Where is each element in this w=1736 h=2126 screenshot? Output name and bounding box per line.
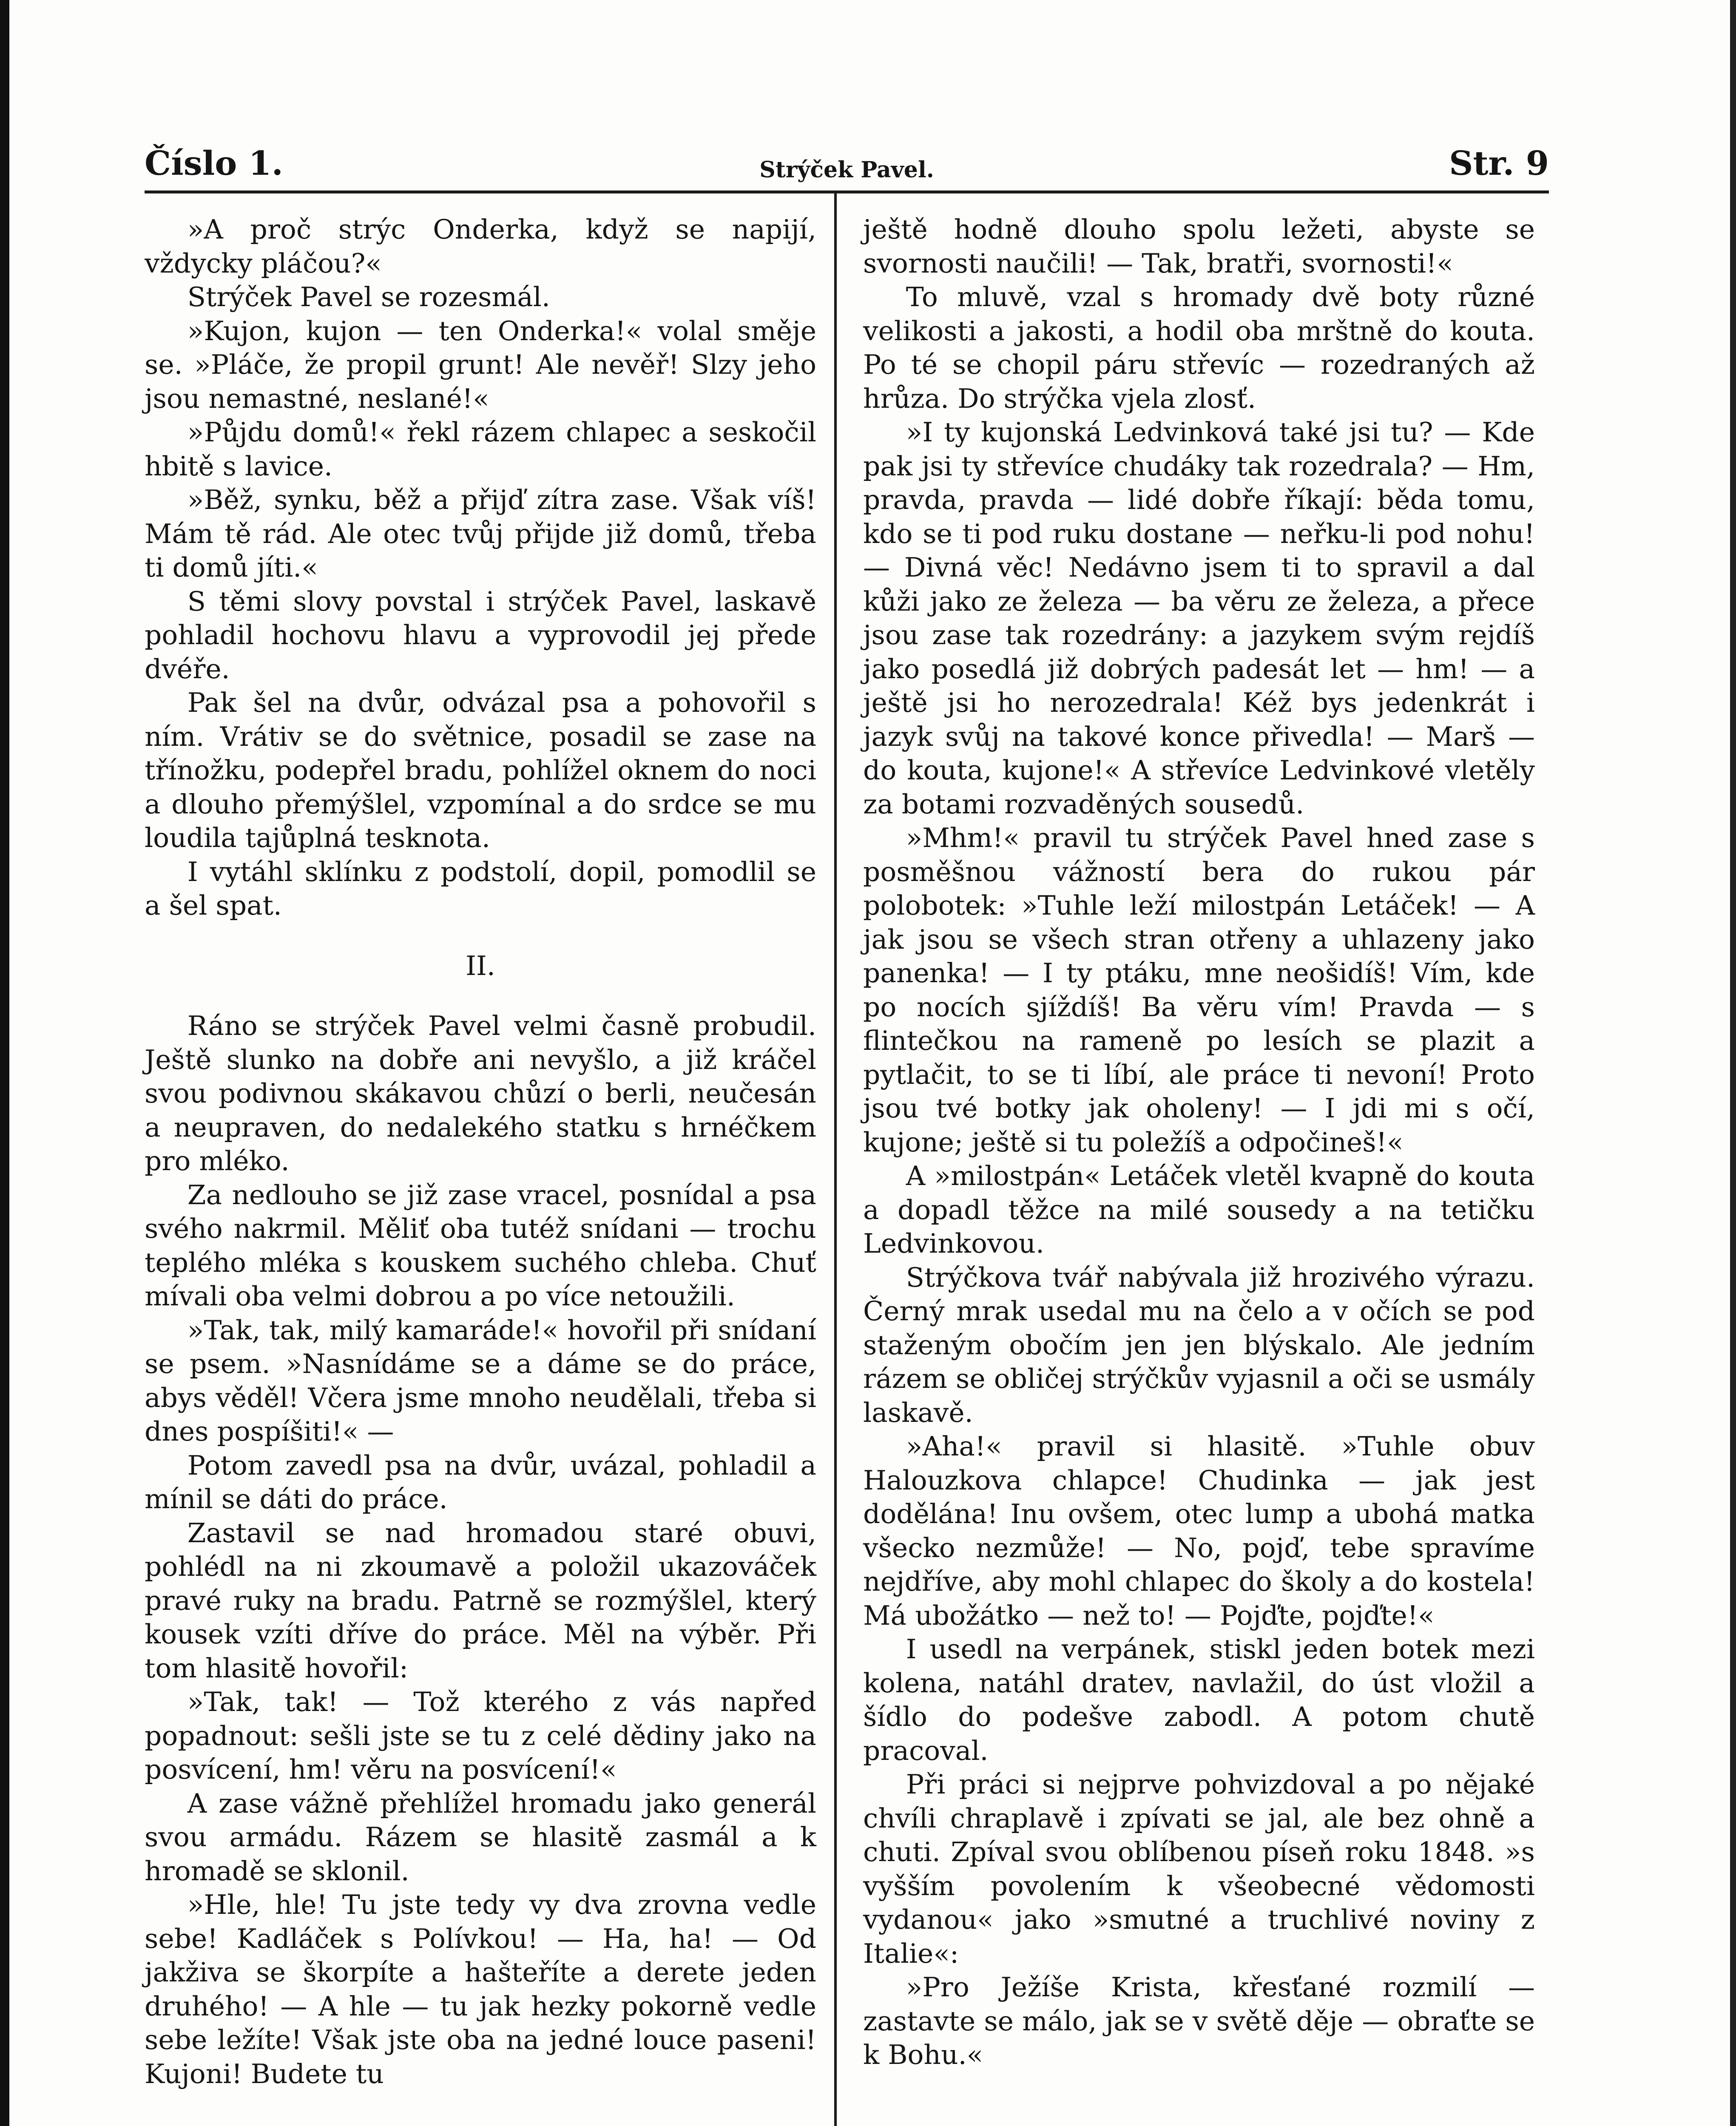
left-column bbox=[145, 213, 816, 2091]
paragraph: Za nedlouho se již zase vracel, posnídal a psa svého nakrmil. Měliť oba tutéž snídani — trochu teplého mléka s kouskem suchého chleba. Chuť mívali oba velmi dobrou a po více netoužili. bbox=[145, 1179, 816, 1312]
paragraph: Ráno se strýček Pavel velmi časně probudil. Ještě slunko na dobře ani nevyšlo, a již kráčel svou podivnou skákavou chůzí o berli, neučesán a neupraven, do nedalekého statku s hrnéčkem pro mléko. bbox=[145, 1010, 816, 1177]
running-title: Strýček Pavel. bbox=[759, 157, 934, 183]
page-number: Str. 9 bbox=[1449, 144, 1549, 183]
paragraph: »A proč strýc Onderka, když se napijí, vždycky pláčou?« bbox=[145, 214, 816, 279]
paragraph: Při práci si nejprve pohvizdoval a po nějaké chvíli chraplavě i zpívati se jal, ale bez ohně a chuti. Zpíval svou oblíbenou píseň roku 1848. »s vyšším povolením k všeobecné vědomosti vydanou« jako »smutné a truchlivé noviny z Italie«: bbox=[863, 1769, 1535, 1969]
paragraph: Zastavil se nad hromadou staré obuvi, pohlédl na ni zkoumavě a položil ukazováček pravé ruky na bradu. Patrně se rozmýšlel, který kousek vzíti dříve do práce. Měl na výběr. Při tom hlasitě hovořil: bbox=[145, 1517, 816, 1684]
paragraph: Pak šel na dvůr, odvázal psa a pohovořil s ním. Vrátiv se do světnice, posadil se zase na třínožku, podepřel bradu, pohlížel oknem do noci a dlouho přemýšlel, vzpomínal a do srdce se mu loudila tajůplná tesknota. bbox=[145, 687, 816, 853]
right-column bbox=[863, 213, 1535, 2072]
issue-number: Číslo 1. bbox=[145, 144, 283, 183]
scan-edge-left bbox=[0, 0, 9, 2126]
paragraph: »Pro Ježíše Krista, křesťané rozmilí — zastavte se málo, jak se v světě děje — obraťte se k Bohu.« bbox=[863, 1972, 1535, 2070]
paragraph: »I ty kujonská Ledvinková také jsi tu? — Kde pak jsi ty střevíce chudáky tak rozedrala? — Hm, pravda, pravda — lidé dobře říkají: běda tomu, kdo se ti pod ruku dostane — neřku-li pod nohu! — Divná věc! Nedávno jsem ti to spravil a dal kůži jako ze železa — ba věru ze železa, a přece jsou zase tak rozedrány: a jazykem svým rejdíš jako posedlá již dobrých padesát let — hm! — a ještě jsi ho nerozedrala! Kéž bys jedenkrát i jazyk svůj na takové konce přivedla! — Marš — do kouta, kujone!« A střevíce Ledvinkové vletěly za botami rozvaděných sousedů. bbox=[863, 417, 1535, 820]
paragraph: I usedl na verpánek, stiskl jeden botek mezi kolena, natáhl dratev, navlažil, do úst vložil a šídlo do podešve zabodl. A potom chutě pracoval. bbox=[863, 1634, 1535, 1766]
paragraph: A zase vážně přehlížel hromadu jako generál svou armádu. Rázem se hlasitě zasmál a k hromadě se sklonil. bbox=[145, 1788, 816, 1887]
paragraph: »Aha!« pravil si hlasitě. »Tuhle obuv Halouzkova chlapce! Chudinka — jak jest dodělána! Inu ovšem, otec lump a ubohá matka všecko nezmůže! — No, pojď, tebe spravíme nejdříve, aby mohl chlapec do školy a do kostela! Má ubožátko — než to! — Pojďte, pojďte!« bbox=[863, 1431, 1535, 1631]
section-heading: II. bbox=[466, 950, 495, 981]
paragraph: Strýček Pavel se rozesmál. bbox=[187, 281, 550, 313]
header-rule bbox=[145, 190, 1549, 193]
running-header bbox=[145, 140, 1549, 191]
scan-edge-right bbox=[1730, 0, 1736, 2126]
paragraph: »Tak, tak! — Tož kterého z vás napřed popadnout: sešli jste se tu z celé dědiny jako na posvícení, hm! věru na posvícení!« bbox=[145, 1686, 816, 1785]
column-divider bbox=[834, 193, 837, 2126]
paragraph: »Tak, tak, milý kamaráde!« hovořil při snídaní se psem. »Nasnídáme se a dáme se do práce, abys věděl! Včera jsme mnoho neudělali, třeba si dnes pospíšiti!« — bbox=[145, 1314, 816, 1447]
paragraph: »Mhm!« pravil tu strýček Pavel hned zase s posměšnou vážností bera do rukou pár polobotek: »Tuhle leží milostpán Letáček! — A jak jsou se všech stran otřeny a uhlazeny jako panenka! — I ty ptáku, mne neošidíš! Vím, kde po nocích sjíždíš! Ba věru vím! Pravda — s flintečkou na rameně po lesích se plazit a pytlačit, to se ti líbí, ale práce ti nevoní! Proto jsou tvé botky jak oholeny! — I jdi mi s očí, kujone; ještě si tu poležíš a odpočineš!« bbox=[863, 822, 1535, 1158]
paragraph: »Hle, hle! Tu jste tedy vy dva zrovna vedle sebe! Kadláček s Polívkou! — Ha, ha! — Od jakživa se škorpíte a hašteříte a derete jeden druhého! — A hle — tu jak hezky pokorně vedle sebe ležíte! Však jste oba na jedné louce paseni! Kujoni! Budete tu bbox=[145, 1889, 816, 2089]
paragraph: Potom zavedl psa na dvůr, uvázal, pohladil a mínil se dáti do práce. bbox=[145, 1450, 816, 1515]
paragraph-continuation: ještě hodně dlouho spolu ležeti, abyste se svornosti naučili! — Tak, bratři, svornosti!« bbox=[863, 214, 1535, 279]
paragraph: S těmi slovy povstal i strýček Pavel, laskavě pohladil hochovu hlavu a vyprovodil jej přede dvéře. bbox=[145, 586, 816, 685]
paragraph: A »milostpán« Letáček vletěl kvapně do kouta a dopadl těžce na milé sousedy a na tetičku Ledvinkovou. bbox=[863, 1160, 1535, 1259]
paragraph: I vytáhl sklínku z podstolí, dopil, pomodlil se a šel spat. bbox=[145, 856, 816, 921]
paragraph: To mluvě, vzal s hromady dvě boty různé velikosti a jakosti, a hodil oba mrštně do kouta. Po té se chopil páru střevíc — rozedraných až hrůza. Do strýčka vjela zlosť. bbox=[863, 281, 1535, 414]
paragraph: »Kujon, kujon — ten Onderka!« volal směje se. »Pláče, že propil grunt! Ale nevěř! Slzy jeho jsou nemastné, neslané!« bbox=[145, 315, 816, 414]
paragraph: Strýčkova tvář nabývala již hrozivého výrazu. Černý mrak usedal mu na čelo a v očích se pod staženým obočím jen jen blýskalo. Ale jedním rázem se obličej strýčkův vyjasnil a oči se usmály laskavě. bbox=[863, 1262, 1535, 1428]
paragraph: »Běž, synku, běž a přijď zítra zase. Však víš! Mám tě rád. Ale otec tvůj přijde již domů, třeba ti domů jíti.« bbox=[145, 484, 816, 583]
paragraph: »Půjdu domů!« řekl rázem chlapec a seskočil hbitě s lavice. bbox=[145, 417, 816, 482]
